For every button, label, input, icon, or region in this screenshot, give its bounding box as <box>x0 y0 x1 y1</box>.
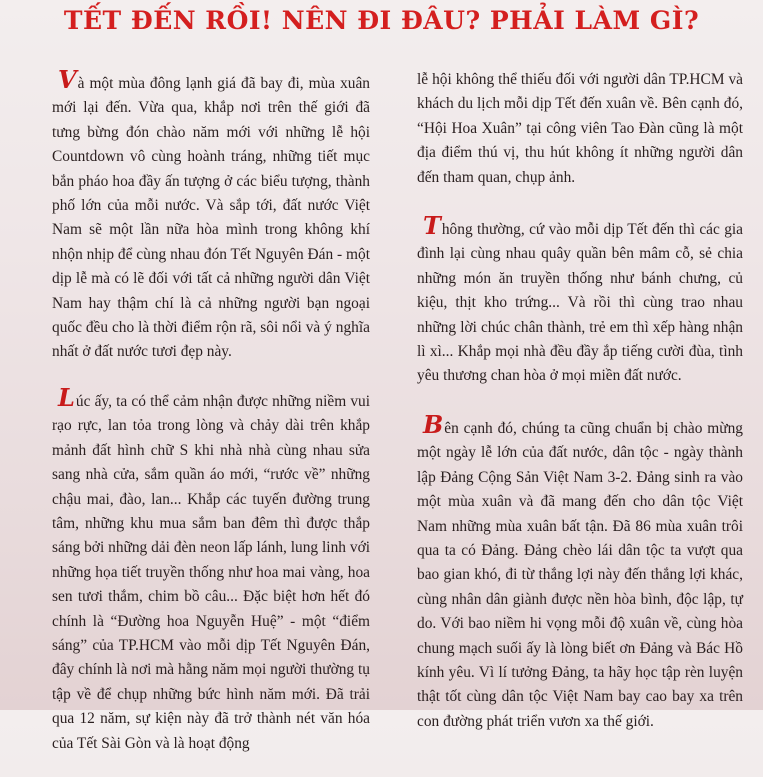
drop-cap: L <box>58 382 75 412</box>
drop-cap: T <box>423 211 441 241</box>
article-title: TẾT ĐẾN RỒI! NÊN ĐI ĐÂU? PHẢI LÀM GÌ? <box>63 6 700 35</box>
paragraph-text: à một mùa đông lạnh giá đã bay đi, mùa xuân mới lại đến. Vừa qua, khắp nơi trên thế giới đã tưng bừng đón chào năm mới với những lễ hội Countdown vô cùng hoành tráng, những tiết mục bắn pháo hoa đầy ấn tượng ở các biểu tượng, thành phố lớn của mỗi nước. Và sắp tới, đất nước Việt Nam sẽ một lần nữa hòa mình trong không khí nhộn nhịp để cùng nhau đón Tết Nguyên Đán - một dịp lễ mà có lẽ đối với tất cả những người dân Việt Nam hay thậm chí là cả những người bạn ngoại quốc đều cho là thời điểm rộn rã, sôi nổi và ý nghĩa nhất ở đất nước tươi đẹp này. <box>52 75 370 361</box>
left-column <box>52 65 370 777</box>
drop-cap: B <box>423 409 444 439</box>
paragraph-text: lễ hội không thể thiếu đối với người dân TP.HCM và khách du lịch mỗi dịp Tết đến xuân về. Bên cạnh đó, “Hội Hoa Xuân” tại công viên Tao Đàn cũng là một địa điểm thú vị, thu hút không ít những người dân đến tham quan, chụp ảnh. <box>417 71 743 186</box>
paragraph-text: úc ấy, ta có thể cảm nhận được những niềm vui rạo rực, lan tỏa trong lòng và chảy dài trên khắp mảnh đất hình chữ S khi nhà nhà cùng nhau sửa sang nhà cửa, sắm quần áo mới, “rước về” những chậu mai, đào, lan... Khắp các tuyến đường trung tâm, những khu mua sắm ban đêm thì được thắp sáng bởi những dải đèn neon lấp lánh, lung linh với những họa tiết truyền thống như hoa mai vàng, hoa sen tươi thắm, chim bồ câu... Đặc biệt hơn hết đó chính là “Đường hoa Nguyễn Huệ” - một “điểm sáng” của TP.HCM vào mỗi dịp Tết Nguyên Đán, đây chính là nơi mà hằng năm mọi người thường tụ tập về để chụp những bức hình năm mới. Đã trải qua 12 năm, sự kiện này đã trở thành nét văn hóa của Tết Sài Gòn và là hoạt động <box>52 392 370 752</box>
paragraph-intro <box>52 65 370 365</box>
right-column <box>417 68 743 758</box>
paragraph-text: ên cạnh đó, chúng ta cũng chuẩn bị chào mừng một ngày lễ lớn của đất nước, dân tộc - ngày thành lập Đảng Cộng Sản Việt Nam 3-2. Đảng sinh ra vào một mùa xuân và đã mang đến cho dân tộc Việt Nam những mùa xuân bất tận. Đã 86 mùa xuân trôi qua ta có Đảng. Đảng chèo lái dân tộc ta vượt qua bao gian khó, đi từ thắng lợi này đến thắng lợi khác, cùng nhân dân giành được nền hòa bình, độc lập, tự do. Với bao niềm hi vọng mỗi độ xuân về, cùng hòa chung mạch suối ấy là lòng biết ơn Đảng và Bác Hồ kính yêu. Vì lí tưởng Đảng, ta hãy học tập rèn luyện thật tốt cùng dân tộc Việt Nam bay cao bay xa trên con đường phát triển vươn xa thế giới. <box>417 419 743 730</box>
paragraph-text: hông thường, cứ vào mỗi dịp Tết đến thì các gia đình lại cùng nhau quây quần bên mâm cỗ, sẻ chia những món ăn truyền thống như bánh chưng, củ kiệu, thịt kho trứng... Và rồi thì cùng trao nhau những lời chúc chân thành, trẻ em thì xếp hàng nhận lì xì... Khắp mọi nhà đều đầy ắp tiếng cười đùa, tình yêu thương chan hòa ở mọi miền đất nước. <box>417 221 743 385</box>
paragraph-continued <box>417 68 743 190</box>
paragraph-party <box>417 409 743 734</box>
paragraph-celebration <box>52 382 370 756</box>
paragraph-family <box>417 211 743 389</box>
drop-cap: V <box>58 65 77 94</box>
